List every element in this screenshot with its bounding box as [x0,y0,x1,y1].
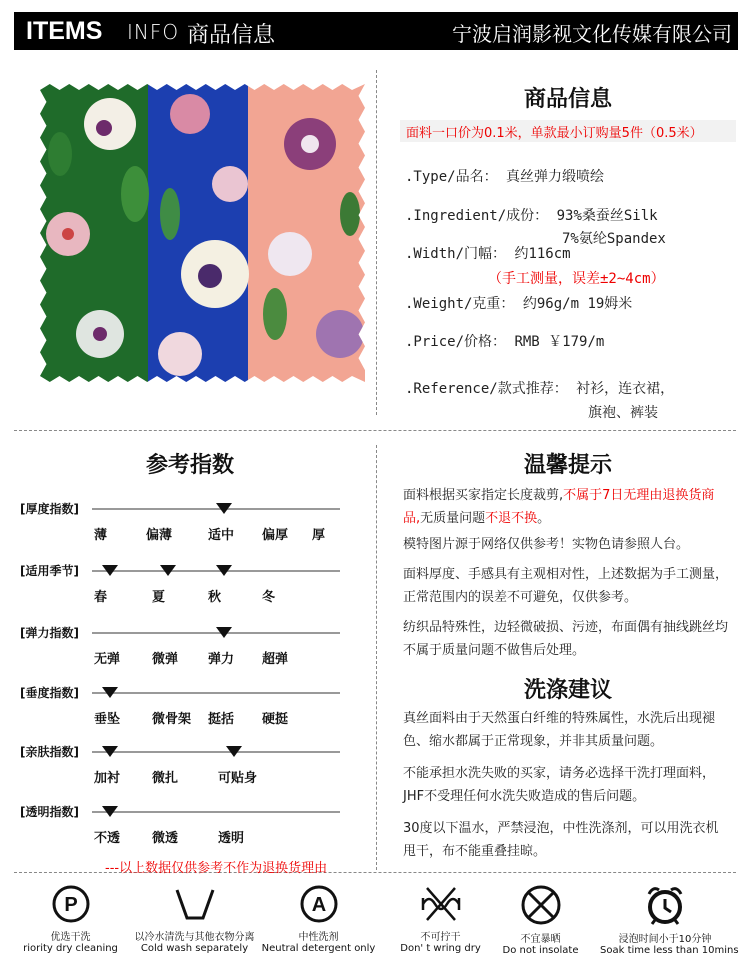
reference-row-tick: 微扎 [152,771,179,786]
no-sun-icon [520,884,562,926]
reference-row-marker [216,565,232,576]
tips-paragraph-4: 纺织品特殊性，边轻微破损、污迹，布面偶有抽线跳丝均不属于质量问题不做售后处理。 [403,620,729,658]
tips-paragraph-2: 模特图片源于网络仅供参考！实物色请参照人台。 [403,537,690,552]
tips-p1a: 面料根据买家指定长度裁剪, [403,488,564,503]
care-zh: 不宜暴晒 [520,934,561,945]
reference-row-tick: 微透 [152,831,179,846]
care-zh: 中性洗剂 [298,932,339,943]
reference-row-tick: 微弹 [152,652,179,667]
reference-row-tick: 微骨架 [152,712,192,727]
reference-row-tick: 超弹 [262,652,289,667]
wash-tub-icon [173,884,217,924]
fabric-swatch-image [40,84,365,382]
reference-row-label: [透明指数] [20,805,79,819]
dry-clean-p-icon [51,884,91,924]
reference-row-scale-line [92,751,340,753]
reference-row-tick: 适中 [208,528,235,543]
spec-width [405,243,571,263]
spec-weight [405,293,632,313]
tips-p1c: 无质量问题 [420,511,486,526]
spec-price [405,331,604,351]
tips-title: 温馨提示 [523,453,612,478]
svg-text:P: P [63,894,78,916]
reference-row-tick: 弹力 [208,652,235,667]
reference-row-tick: 可贴身 [218,771,258,786]
reference-row-tick: 冬 [262,590,276,605]
spec-type-label: .Type/品名： [405,169,498,185]
reference-row-tick: 硬挺 [262,712,289,727]
care-zh: 浸泡时间小于10分钟 [618,934,712,945]
reference-row-tick: 垂坠 [94,712,121,727]
svg-text:A: A [311,894,326,916]
reference-row-label: [适用季节] [20,564,79,578]
tips-p1e: 。 [537,511,551,526]
reference-row-tick: 秋 [208,590,222,605]
spec-price-value: RMB ￥179/m [514,334,605,350]
care-en: riority dry cleaning [23,943,118,954]
reference-row-marker [102,746,118,757]
care-no-sun [478,884,603,956]
header-items: ITEMS [26,17,103,45]
care-en: Cold wash separately [140,943,249,954]
reference-row-tick: 偏薄 [146,528,173,543]
reference-row-tick: 薄 [94,528,108,543]
reference-row-marker [102,687,118,698]
care-en: Do not insolate [502,945,579,956]
spec-reference-value2: 旗袍、裤装 [588,405,658,421]
reference-row-label: [厚度指数] [20,502,79,516]
reference-footnote: ---以上数据仅供参考不作为退换货理由 [105,861,328,876]
tips-paragraph-3: 面料厚度、手感具有主观相对性，上述数据为手工测量，正常范围内的误差不可避免，仅供参考。 [403,567,729,605]
spec-ingredient-value1: 93%桑蚕丝Silk [556,208,658,224]
alarm-clock-icon [643,884,687,926]
reference-row-marker [216,627,232,638]
neutral-detergent-icon [299,884,339,924]
reference-row-tick: 无弹 [94,652,121,667]
reference-row-label: [弹力指数] [20,626,79,640]
care-soak-time [600,884,739,956]
spec-ingredient-value2: 7%氨纶Spandex [562,231,666,247]
spec-type [405,166,604,186]
spec-reference-label: .Reference/款式推荐： [405,381,568,397]
spec-width-note: （手工测量，误差±2~4cm） [488,271,665,287]
company-name: 宁波启润影视文化传媒有限公司 [452,22,732,46]
reference-row-label: [垂度指数] [20,686,79,700]
spec-ingredient-label: .Ingredient/成份： [405,208,549,224]
spec-weight-value: 约96g/m 19姆米 [522,296,633,312]
divider-horizontal [14,430,736,431]
care-zh: 优选干洗 [50,932,91,943]
spec-reference-value1: 衬衫，连衣裙， [576,381,675,397]
reference-row-tick: 偏厚 [262,528,289,543]
tips-paragraph-1 [403,484,728,530]
reference-row-scale-line [92,692,340,694]
reference-row-tick: 加衬 [94,771,121,786]
washing-paragraph-2: 不能承担水洗失败的买家，请务必选择干洗打理面料，JHF不受理任何水洗失败造成的售后问题。 [403,766,716,804]
care-cold-wash [132,884,257,954]
reference-row-tick: 夏 [152,590,166,605]
care-en: Neutral detergent only [261,943,376,954]
no-wring-icon [419,884,463,924]
reference-row-tick: 不透 [94,831,121,846]
reference-row-marker [226,746,242,757]
spec-width-label: .Width/门幅： [405,246,507,262]
divider-vertical-top [376,70,377,415]
tips-p1d: 不退不换 [485,511,538,526]
header-info: INFO [127,20,180,44]
spec-reference [405,378,674,398]
care-en: Soak time less than 10mins [600,945,739,956]
reference-row-marker [160,565,176,576]
care-dry-clean [8,884,133,954]
product-info-title: 商品信息 [523,87,612,112]
tips-p1b: 不属于7日无理由退换货商品, [403,488,715,526]
reference-row-tick: 挺括 [208,712,235,727]
spec-weight-label: .Weight/克重： [405,296,515,312]
spec-ingredient [405,205,658,225]
reference-row-scale-line [92,811,340,813]
washing-paragraph-1: 真丝面料由于天然蛋白纤维的特殊属性，水洗后出现褪色、缩水都属于正常现象，并非其质量问题。 [403,711,716,749]
washing-paragraph-3: 30度以下温水，严禁浸泡，中性洗涤剂，可以用洗衣机甩干，布不能重叠挂晾。 [403,821,719,859]
care-neutral-detergent [256,884,381,954]
spec-width-value: 约116cm [514,246,571,262]
care-zh: 不可拧干 [420,932,461,943]
reference-row-marker [216,503,232,514]
header-bar [14,12,738,50]
care-en: Don' t wring dry [400,943,481,954]
reference-row-tick: 厚 [312,528,326,543]
price-notice: 面料一口价为0.1米，单款最小订购量5件（0.5米） [400,120,736,142]
divider-vertical-bottom [376,445,377,870]
reference-row-marker [102,565,118,576]
spec-price-label: .Price/价格： [405,334,507,350]
reference-row-marker [102,806,118,817]
reference-row-tick: 春 [94,590,108,605]
washing-title: 洗涤建议 [523,678,612,703]
care-zh: 以冷水清洗与其他衣物分离 [134,932,255,943]
spec-type-value: 真丝弹力缎喷绘 [506,169,605,185]
reference-index-title: 参考指数 [145,453,234,478]
reference-row-label: [亲肤指数] [20,745,79,759]
header-title: 商品信息 [187,23,276,48]
reference-row-tick: 透明 [218,831,245,846]
